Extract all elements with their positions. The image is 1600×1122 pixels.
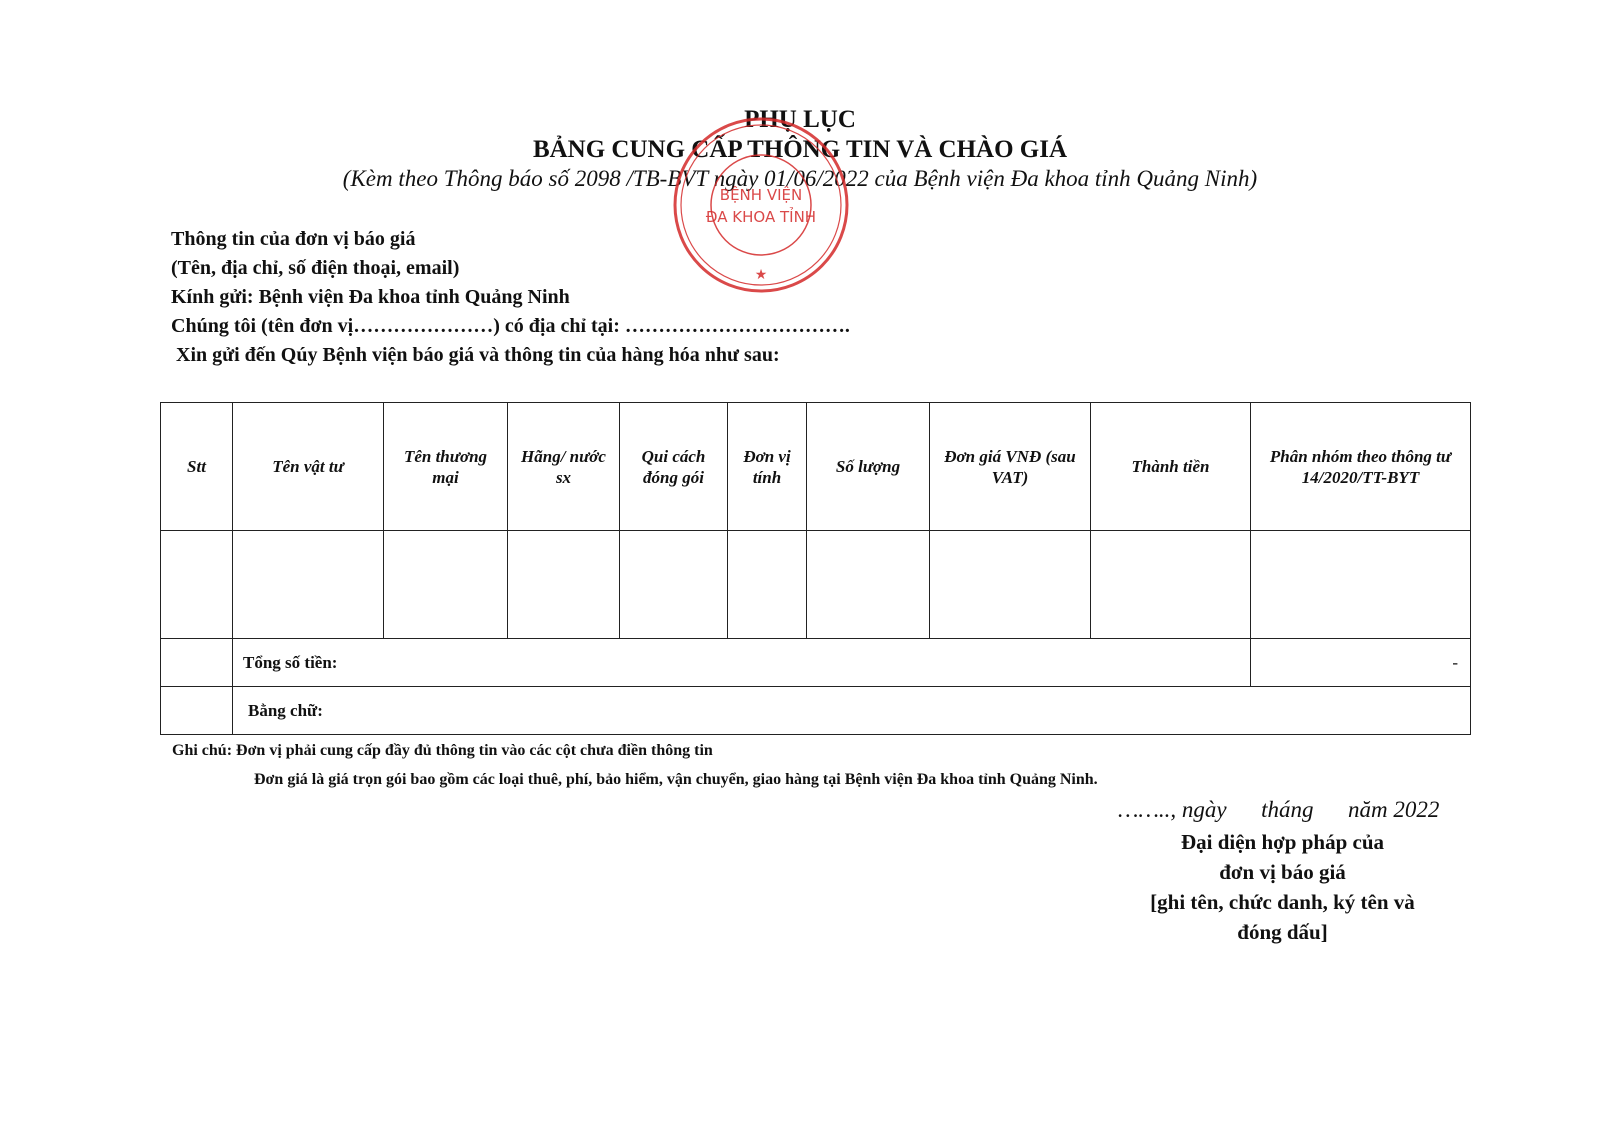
table-row [161, 531, 1471, 639]
signature-line-4: đóng dấu] [1237, 920, 1328, 944]
stamp-text-line-1: BỆNH VIỆN [719, 186, 803, 204]
table-cell[interactable] [233, 531, 384, 639]
table-cell[interactable] [1091, 531, 1251, 639]
document-title: PHỤ LỤC [744, 106, 856, 133]
column-header: Stt [161, 403, 233, 531]
table-cell[interactable] [728, 531, 807, 639]
date-line: …….., ngày tháng năm 2022 [1118, 797, 1440, 822]
official-stamp [668, 112, 854, 298]
words-row [161, 687, 1471, 735]
column-header: Hãng/ nước sx [508, 403, 620, 531]
info-line-2: (Tên, địa chỉ, số điện thoại, email) [171, 257, 460, 279]
info-line-5: Xin gửi đến Qúy Bệnh viện báo giá và thông tin của hàng hóa như sau: [176, 344, 780, 366]
column-header: Tên vật tư [233, 403, 384, 531]
document-subtitle: BẢNG CUNG CẤP THÔNG TIN VÀ CHÀO GIÁ [532, 136, 1068, 163]
star-icon: ★ [754, 267, 768, 283]
table-cell[interactable] [508, 531, 620, 639]
info-line-3: Kính gửi: Bệnh viện Đa khoa tỉnh Quảng Ninh [171, 286, 570, 308]
info-line-4: Chúng tôi (tên đơn vị…………………) có địa chỉ tại: ……………………………. [171, 315, 850, 337]
table-cell[interactable] [384, 531, 508, 639]
stamp-text-line-2: ĐA KHOA TỈNH [705, 208, 817, 226]
total-label: Tổng số tiền: [233, 639, 1251, 687]
signature-line-1: Đại diện hợp pháp của [1180, 830, 1385, 854]
column-header: Số lượng [807, 403, 930, 531]
quote-table [160, 402, 1471, 735]
column-header: Đơn giá VNĐ (sau VAT) [930, 403, 1091, 531]
signature-line-2: đơn vị báo giá [1219, 860, 1346, 884]
table-cell[interactable] [620, 531, 728, 639]
table-header-row [161, 403, 1471, 531]
note-line-1: Ghi chú: Đơn vị phải cung cấp đầy đủ thông tin vào các cột chưa điền thông tin [172, 742, 713, 759]
total-value-text: - [1452, 652, 1458, 672]
total-row [161, 639, 1471, 687]
signature-line-3: [ghi tên, chức danh, ký tên và [1150, 890, 1415, 914]
table-cell[interactable] [930, 531, 1091, 639]
table-cell [161, 687, 233, 735]
column-header: Phân nhóm theo thông tư 14/2020/TT-BYT [1251, 403, 1471, 531]
table-cell [161, 639, 233, 687]
total-value[interactable] [1251, 639, 1471, 687]
words-label: Bằng chữ: [233, 687, 1471, 735]
column-header: Tên thương mại [384, 403, 508, 531]
table-cell[interactable] [161, 531, 233, 639]
column-header: Đơn vị tính [728, 403, 807, 531]
column-header: Thành tiền [1091, 403, 1251, 531]
info-line-1: Thông tin của đơn vị báo giá [171, 228, 416, 250]
table-cell[interactable] [1251, 531, 1471, 639]
column-header: Qui cách đóng gói [620, 403, 728, 531]
note-line-2: Đơn giá là giá trọn gói bao gồm các loại thuê, phí, bảo hiểm, vận chuyển, giao hàng tại Bệnh viện Đa khoa tỉnh Quảng Ninh. [254, 771, 1098, 788]
table-cell[interactable] [807, 531, 930, 639]
document-reference: (Kèm theo Thông báo số 2098 /TB-BVT ngày 01/06/2022 của Bệnh viện Đa khoa tỉnh Quảng Ninh) [342, 166, 1258, 191]
